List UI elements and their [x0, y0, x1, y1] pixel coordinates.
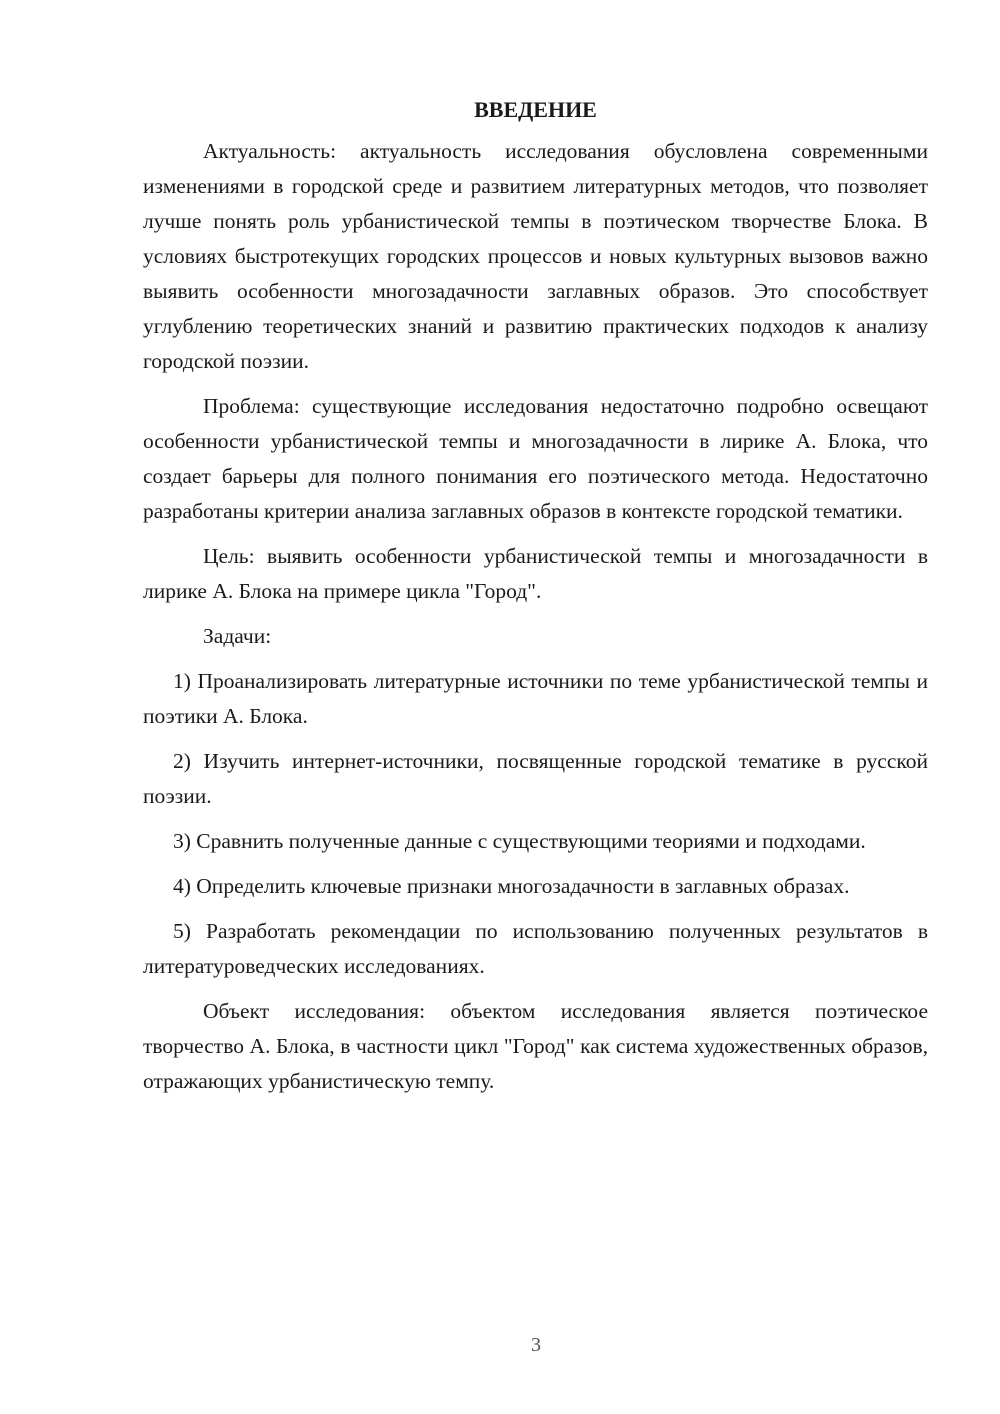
- document-page: [143, 94, 928, 1109]
- task-item-2: 2) Изучить интернет-источники, посвященные городской тематике в русской поэзии.: [143, 749, 928, 808]
- paragraph-object: Объект исследования: объектом исследования является поэтическое творчество А. Блока, в частности цикл "Город" как система художественных образов, отражающих урбанистическую темпу.: [143, 999, 928, 1093]
- paragraph-relevance: Актуальность: актуальность исследования обусловлена современными изменениями в городской среде и развитием литературных методов, что позволяет лучше понять роль урбанистической темпы в поэтическом творчестве Блока. В условиях быстротекущих городских процессов и новых культурных вызовов важно выявить особенности многозадачности заглавных образов. Это способствует углублению теоретических знаний и развитию практических подходов к анализу городской поэзии.: [143, 139, 928, 373]
- page-number: 3: [531, 1334, 541, 1356]
- task-item-1: 1) Проанализировать литературные источники по теме урбанистической темпы и поэтики А. Блока.: [143, 669, 928, 728]
- task-item-4: 4) Определить ключевые признаки многозадачности в заглавных образах.: [173, 874, 850, 898]
- paragraph-problem: Проблема: существующие исследования недостаточно подробно освещают особенности урбанистической темпы и многозадачности в лирике А. Блока, что создает барьеры для полного понимания его поэтического метода. Недостаточно разработаны критерии анализа заглавных образов в контексте городской тематики.: [143, 394, 928, 523]
- section-title: ВВЕДЕНИЕ: [474, 97, 597, 122]
- task-item-3: 3) Сравнить полученные данные с существующими теориями и подходами.: [173, 829, 866, 853]
- paragraph-goal: Цель: выявить особенности урбанистической темпы и многозадачности в лирике А. Блока на примере цикла "Город".: [143, 544, 928, 603]
- tasks-heading: Задачи:: [203, 624, 272, 648]
- task-item-5: 5) Разработать рекомендации по использованию полученных результатов в литературоведческих исследованиях.: [143, 919, 928, 978]
